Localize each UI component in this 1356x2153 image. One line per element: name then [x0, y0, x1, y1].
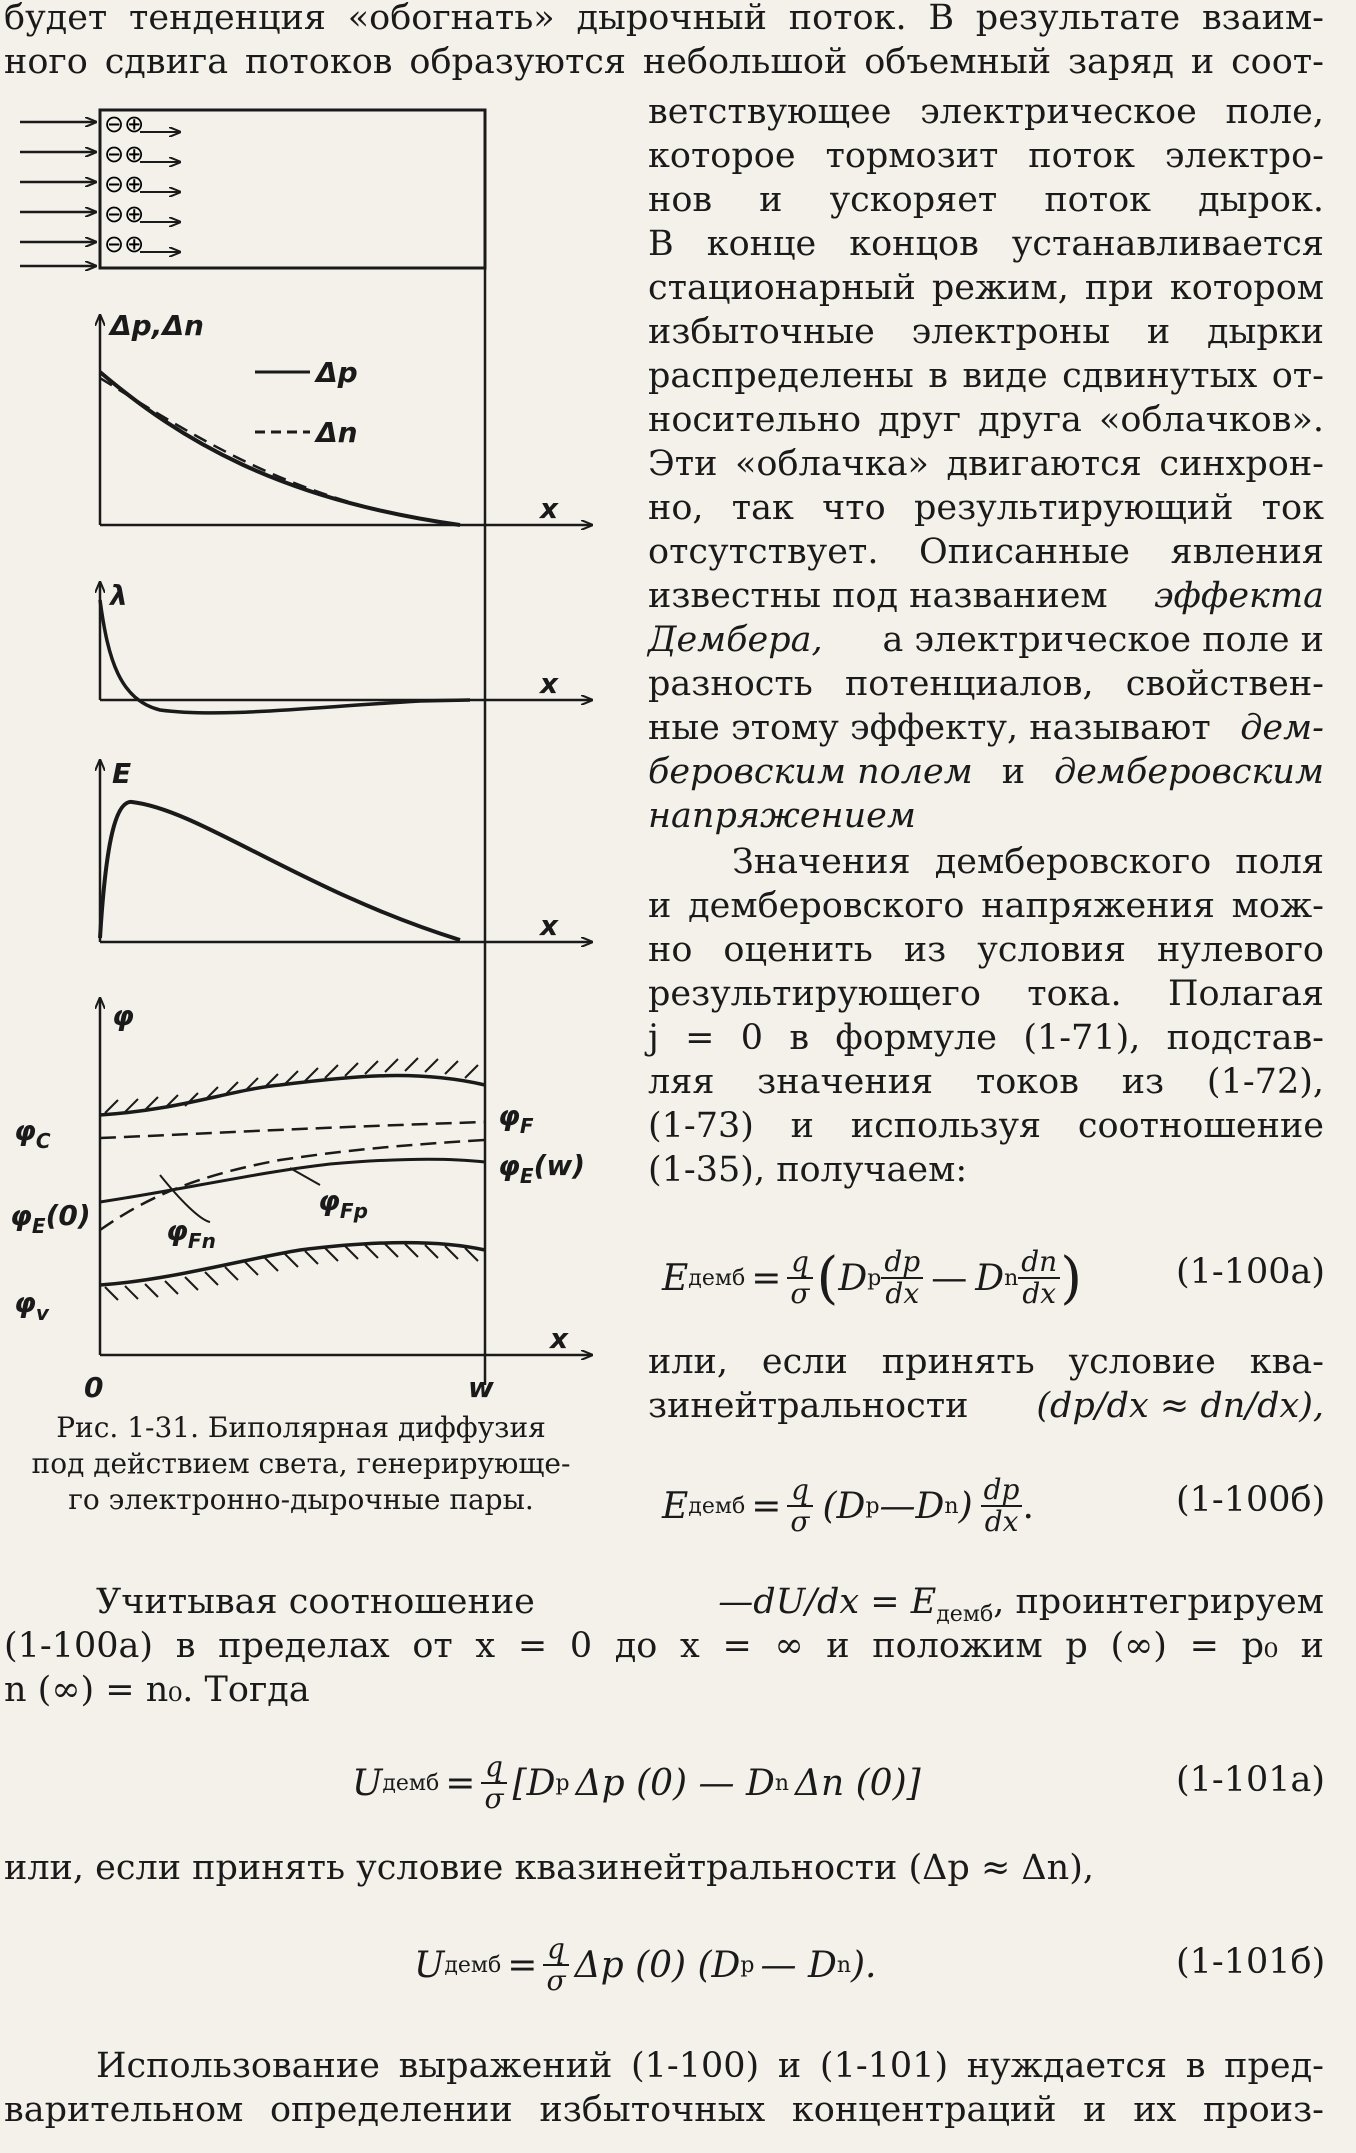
- phi-f-line: [100, 1122, 485, 1138]
- eq-term: —D: [879, 1485, 945, 1527]
- label-phi-ew-arg: (w): [533, 1149, 586, 1182]
- frac-num: q: [481, 1752, 506, 1784]
- label-phi-f: [498, 1099, 534, 1138]
- col-line-5: стационарный режим, при котором: [648, 268, 1324, 308]
- conduction-hatching: [105, 1058, 478, 1113]
- frac-num: q: [787, 1247, 812, 1279]
- term-dember-field: беровским полем: [648, 752, 973, 792]
- label-phi-c-sub: C: [35, 1129, 51, 1153]
- legend-dp: Δp: [316, 356, 358, 389]
- delta-n-curve: [100, 378, 460, 525]
- para2-line-7: (1-73) и используя соотношение: [648, 1106, 1324, 1146]
- eq-fraction: [787, 1247, 812, 1309]
- eq-equals: =: [445, 1762, 476, 1804]
- eq-subscript: n: [1004, 1265, 1019, 1291]
- bottom-line-2: (1-100а) в пределах от x = 0 до x = ∞ и положим p (∞) = p₀ и: [4, 1626, 1324, 1666]
- label-phi-fn: [166, 1214, 216, 1253]
- eq-minus: —: [931, 1257, 968, 1299]
- label-phi-e0-arg: (0): [45, 1199, 91, 1232]
- eq-term: (D: [822, 1485, 866, 1527]
- figure-caption-line-3: го электронно-дырочные пары.: [68, 1483, 534, 1516]
- label-phi-c-sym: φ: [14, 1114, 36, 1147]
- eq-fraction: [787, 1475, 812, 1537]
- label-origin: 0: [84, 1371, 104, 1404]
- col-line-14: разность потенциалов, свойствен-: [648, 664, 1324, 704]
- label-phi-e0-sym: φ: [10, 1199, 32, 1232]
- eq-subscript: демб: [382, 1770, 440, 1796]
- col-line-7: распределены в виде сдвинутых от-: [648, 356, 1324, 396]
- eq-subscript: n: [944, 1493, 959, 1519]
- label-phi-v: [14, 1286, 50, 1325]
- figure-1-31: [0, 100, 620, 1410]
- bottom-line-5: Использование выражений (1-100) и (1-101) нуждается в пред-: [96, 2046, 1324, 2086]
- eq-symbol: E: [662, 1485, 689, 1527]
- frac-den: σ: [790, 1277, 810, 1310]
- eq-paren: (: [816, 1245, 839, 1311]
- eq-equals: =: [751, 1257, 782, 1299]
- text-line-2: ного сдвига потоков образуются небольшой объемный заряд и соот-: [4, 42, 1324, 82]
- label-phi-c: [14, 1114, 51, 1153]
- frac-num: dp: [981, 1475, 1023, 1507]
- col-line-17: напряжением: [648, 796, 916, 836]
- eq-paren: ): [958, 1485, 973, 1527]
- frac-num: q: [787, 1475, 812, 1507]
- conduction-band: [100, 1076, 485, 1115]
- panel-lambda: [100, 579, 592, 713]
- col-line-11: отсутствует. Описанные явления: [648, 532, 1324, 572]
- label-phi-fn-sym: φ: [166, 1214, 188, 1247]
- x-label: x: [540, 667, 559, 700]
- y-label-lambda: λ: [110, 579, 128, 612]
- or-quasi-expr: (dp/dx ≈ dn/dx),: [1036, 1386, 1324, 1426]
- or-quasi-line-1: или, если принять условие ква-: [648, 1342, 1324, 1382]
- figure-caption-line-1: Рис. 1-31. Биполярная диффузия: [56, 1411, 546, 1444]
- label-phi-f-sub: F: [519, 1114, 534, 1138]
- eq-fraction: [481, 1752, 506, 1814]
- eq-symbol: U: [352, 1762, 383, 1804]
- eq-subscript: n: [836, 1952, 851, 1978]
- eq-symbol: E: [662, 1257, 689, 1299]
- term-effect: эффекта: [1153, 576, 1324, 616]
- pair-mark: ⊖⊕: [104, 140, 145, 168]
- pair-mark: ⊖⊕: [104, 170, 145, 198]
- col-line-3: нов и ускоряет поток дырок.: [648, 180, 1324, 220]
- col-line-4: В конце концов устанавливается: [648, 224, 1324, 264]
- eq-paren: ): [1060, 1245, 1083, 1311]
- lambda-curve: [100, 600, 470, 713]
- para2-line-4: результирующего тока. Полагая: [648, 974, 1324, 1014]
- eq-number-1-101b: (1-101б): [1176, 1942, 1326, 1982]
- pair-mark: ⊖⊕: [104, 110, 145, 138]
- frac-den: dx: [1022, 1277, 1057, 1310]
- eq-number-1-100a: (1-100а): [1176, 1252, 1326, 1292]
- panel-field: [100, 757, 592, 942]
- y-label-field: E: [112, 757, 132, 790]
- frac-num: q: [543, 1934, 568, 1966]
- pair-mark: ⊖⊕: [104, 230, 145, 258]
- col-line-13: [648, 618, 1324, 662]
- y-label-potential: φ: [112, 999, 134, 1032]
- eq-equals: =: [751, 1485, 782, 1527]
- frac-den: σ: [484, 1782, 504, 1815]
- panel-concentration: [100, 309, 592, 525]
- col-line-16: [648, 750, 1324, 794]
- para2-line-8: (1-35), получаем:: [648, 1150, 968, 1190]
- col-line-2: которое тормозит поток электро-: [648, 136, 1324, 176]
- label-phi-f-sym: φ: [498, 1099, 520, 1132]
- col-line-9: Эти «облачка» двигаются синхрон-: [648, 444, 1324, 484]
- para2-line-5: j = 0 в формуле (1-71), подстав-: [648, 1018, 1324, 1058]
- label-phi-ew-sym: φ: [498, 1149, 520, 1182]
- eq-subscript: демб: [444, 1952, 502, 1978]
- or-quasi-text: зинейтральности: [648, 1386, 969, 1426]
- eq-number-1-101a: (1-101а): [1176, 1760, 1326, 1800]
- eq-fraction: [881, 1247, 923, 1309]
- term-dember: Дембера,: [648, 620, 823, 660]
- para2-line-6: ляя значения токов из (1-72),: [648, 1062, 1324, 1102]
- eq-subscript: p: [865, 1493, 880, 1519]
- col-line-6: избыточные электроны и дырки: [648, 312, 1324, 352]
- label-phi-ew: [498, 1149, 585, 1188]
- bottom-line-4: или, если принять условие квазинейтральности (Δp ≈ Δn),: [4, 1848, 1095, 1888]
- para2-line-3: но оценить из условия нулевого: [648, 930, 1324, 970]
- frac-den: σ: [790, 1505, 810, 1538]
- eq-subscript: p: [555, 1770, 570, 1796]
- eq-subscript: демб: [688, 1265, 746, 1291]
- label-phi-e0-sub: E: [31, 1214, 46, 1238]
- eq-term: Δp (0) (D: [574, 1944, 741, 1986]
- delta-p-curve: [100, 372, 460, 525]
- label-phi-fp-sym: φ: [318, 1184, 340, 1217]
- x-label: x: [540, 909, 559, 942]
- phi-fp-leader: [290, 1168, 320, 1185]
- label-phi-fp-sub: Fp: [339, 1199, 368, 1223]
- bottom-line-3: n (∞) = n₀. Тогда: [4, 1670, 310, 1710]
- eq-subscript: p: [867, 1265, 882, 1291]
- eq-number-1-100b: (1-100б): [1176, 1480, 1326, 1520]
- frac-den: dx: [984, 1505, 1019, 1538]
- phi-e-line: [100, 1159, 485, 1202]
- equation-1-100a: [662, 1228, 1082, 1328]
- equation-1-101a: [352, 1738, 921, 1828]
- label-phi-e0: [10, 1199, 91, 1238]
- bottom-line-1-expr: —dU/dx = E: [718, 1582, 937, 1622]
- term-dember-voltage: демберовским: [1054, 752, 1324, 792]
- bottom-line-1-text: Учитывая соотношение: [96, 1582, 535, 1622]
- or-quasi-line-2: [648, 1384, 1324, 1428]
- valence-band: [100, 1243, 485, 1286]
- label-phi-v-sym: φ: [14, 1286, 36, 1319]
- eq-fraction: [981, 1475, 1023, 1537]
- sample-diagram: [20, 110, 485, 268]
- term-dem: дем-: [1240, 708, 1324, 748]
- col-line-13-text: а электрическое поле и: [882, 620, 1324, 660]
- col-line-1: ветствующее электрическое поле,: [648, 92, 1324, 132]
- sample-rect: [100, 110, 485, 268]
- col-line-12: [648, 574, 1324, 618]
- bottom-line-1-sub: демб: [936, 1602, 994, 1627]
- text-line-1: будет тенденция «обогнать» дырочный поток. В результате взаим-: [4, 0, 1324, 38]
- eq-subscript: n: [774, 1770, 789, 1796]
- eq-symbol: D: [838, 1257, 868, 1299]
- eq-fraction: [543, 1934, 568, 1996]
- pair-mark: ⊖⊕: [104, 200, 145, 228]
- col-line-8: носительно друг друга «облачков».: [648, 400, 1324, 440]
- para2-line-2: и демберовского напряжения мож-: [648, 886, 1324, 926]
- eq-subscript: демб: [688, 1493, 746, 1519]
- equation-1-100b: [662, 1456, 1034, 1556]
- label-phi-v-sub: v: [35, 1301, 49, 1325]
- frac-num: dp: [881, 1247, 923, 1279]
- eq-term: — D: [760, 1944, 837, 1986]
- label-phi-fn-sub: Fn: [187, 1229, 216, 1253]
- col-line-15: [648, 706, 1324, 750]
- equation-1-101b: [414, 1920, 877, 2010]
- col-line-16-and: и: [1001, 752, 1026, 792]
- eq-period: .: [1022, 1485, 1034, 1527]
- x-label: x: [550, 1322, 569, 1355]
- col-line-12-text: известны под названием: [648, 576, 1108, 616]
- para2-line-1: Значения демберовского поля: [732, 842, 1324, 882]
- label-w: w: [468, 1371, 494, 1404]
- label-phi-fp: [318, 1184, 368, 1223]
- y-label-concentration: Δp,Δn: [110, 309, 204, 342]
- eq-subscript: p: [740, 1952, 755, 1978]
- bottom-line-1-tail: , проинтегрируем: [993, 1582, 1324, 1622]
- label-phi-ew-sub: E: [519, 1164, 534, 1188]
- frac-num: dn: [1018, 1247, 1060, 1279]
- eq-term: [D: [512, 1762, 556, 1804]
- legend-dn: Δn: [316, 416, 358, 449]
- eq-equals: =: [507, 1944, 538, 1986]
- eq-term: Δn (0)]: [795, 1762, 921, 1804]
- phi-fn-line: [100, 1140, 485, 1230]
- eq-symbol: D: [975, 1257, 1005, 1299]
- eq-fraction: [1018, 1247, 1060, 1309]
- field-curve: [100, 802, 460, 940]
- eq-term: Δp (0) — D: [575, 1762, 775, 1804]
- col-line-10: но, так что результирующий ток: [648, 488, 1324, 528]
- x-label: x: [540, 492, 559, 525]
- bottom-line-6: варительном определении избыточных концентраций и их произ-: [4, 2090, 1324, 2130]
- eq-term: ).: [851, 1944, 877, 1986]
- figure-caption-line-2: под действием света, генерирующе-: [31, 1447, 571, 1480]
- col-line-15-text: ные этому эффекту, называют: [648, 708, 1211, 748]
- eq-symbol: U: [414, 1944, 445, 1986]
- frac-den: σ: [546, 1964, 566, 1997]
- panel-potential: [10, 998, 592, 1404]
- frac-den: dx: [885, 1277, 920, 1310]
